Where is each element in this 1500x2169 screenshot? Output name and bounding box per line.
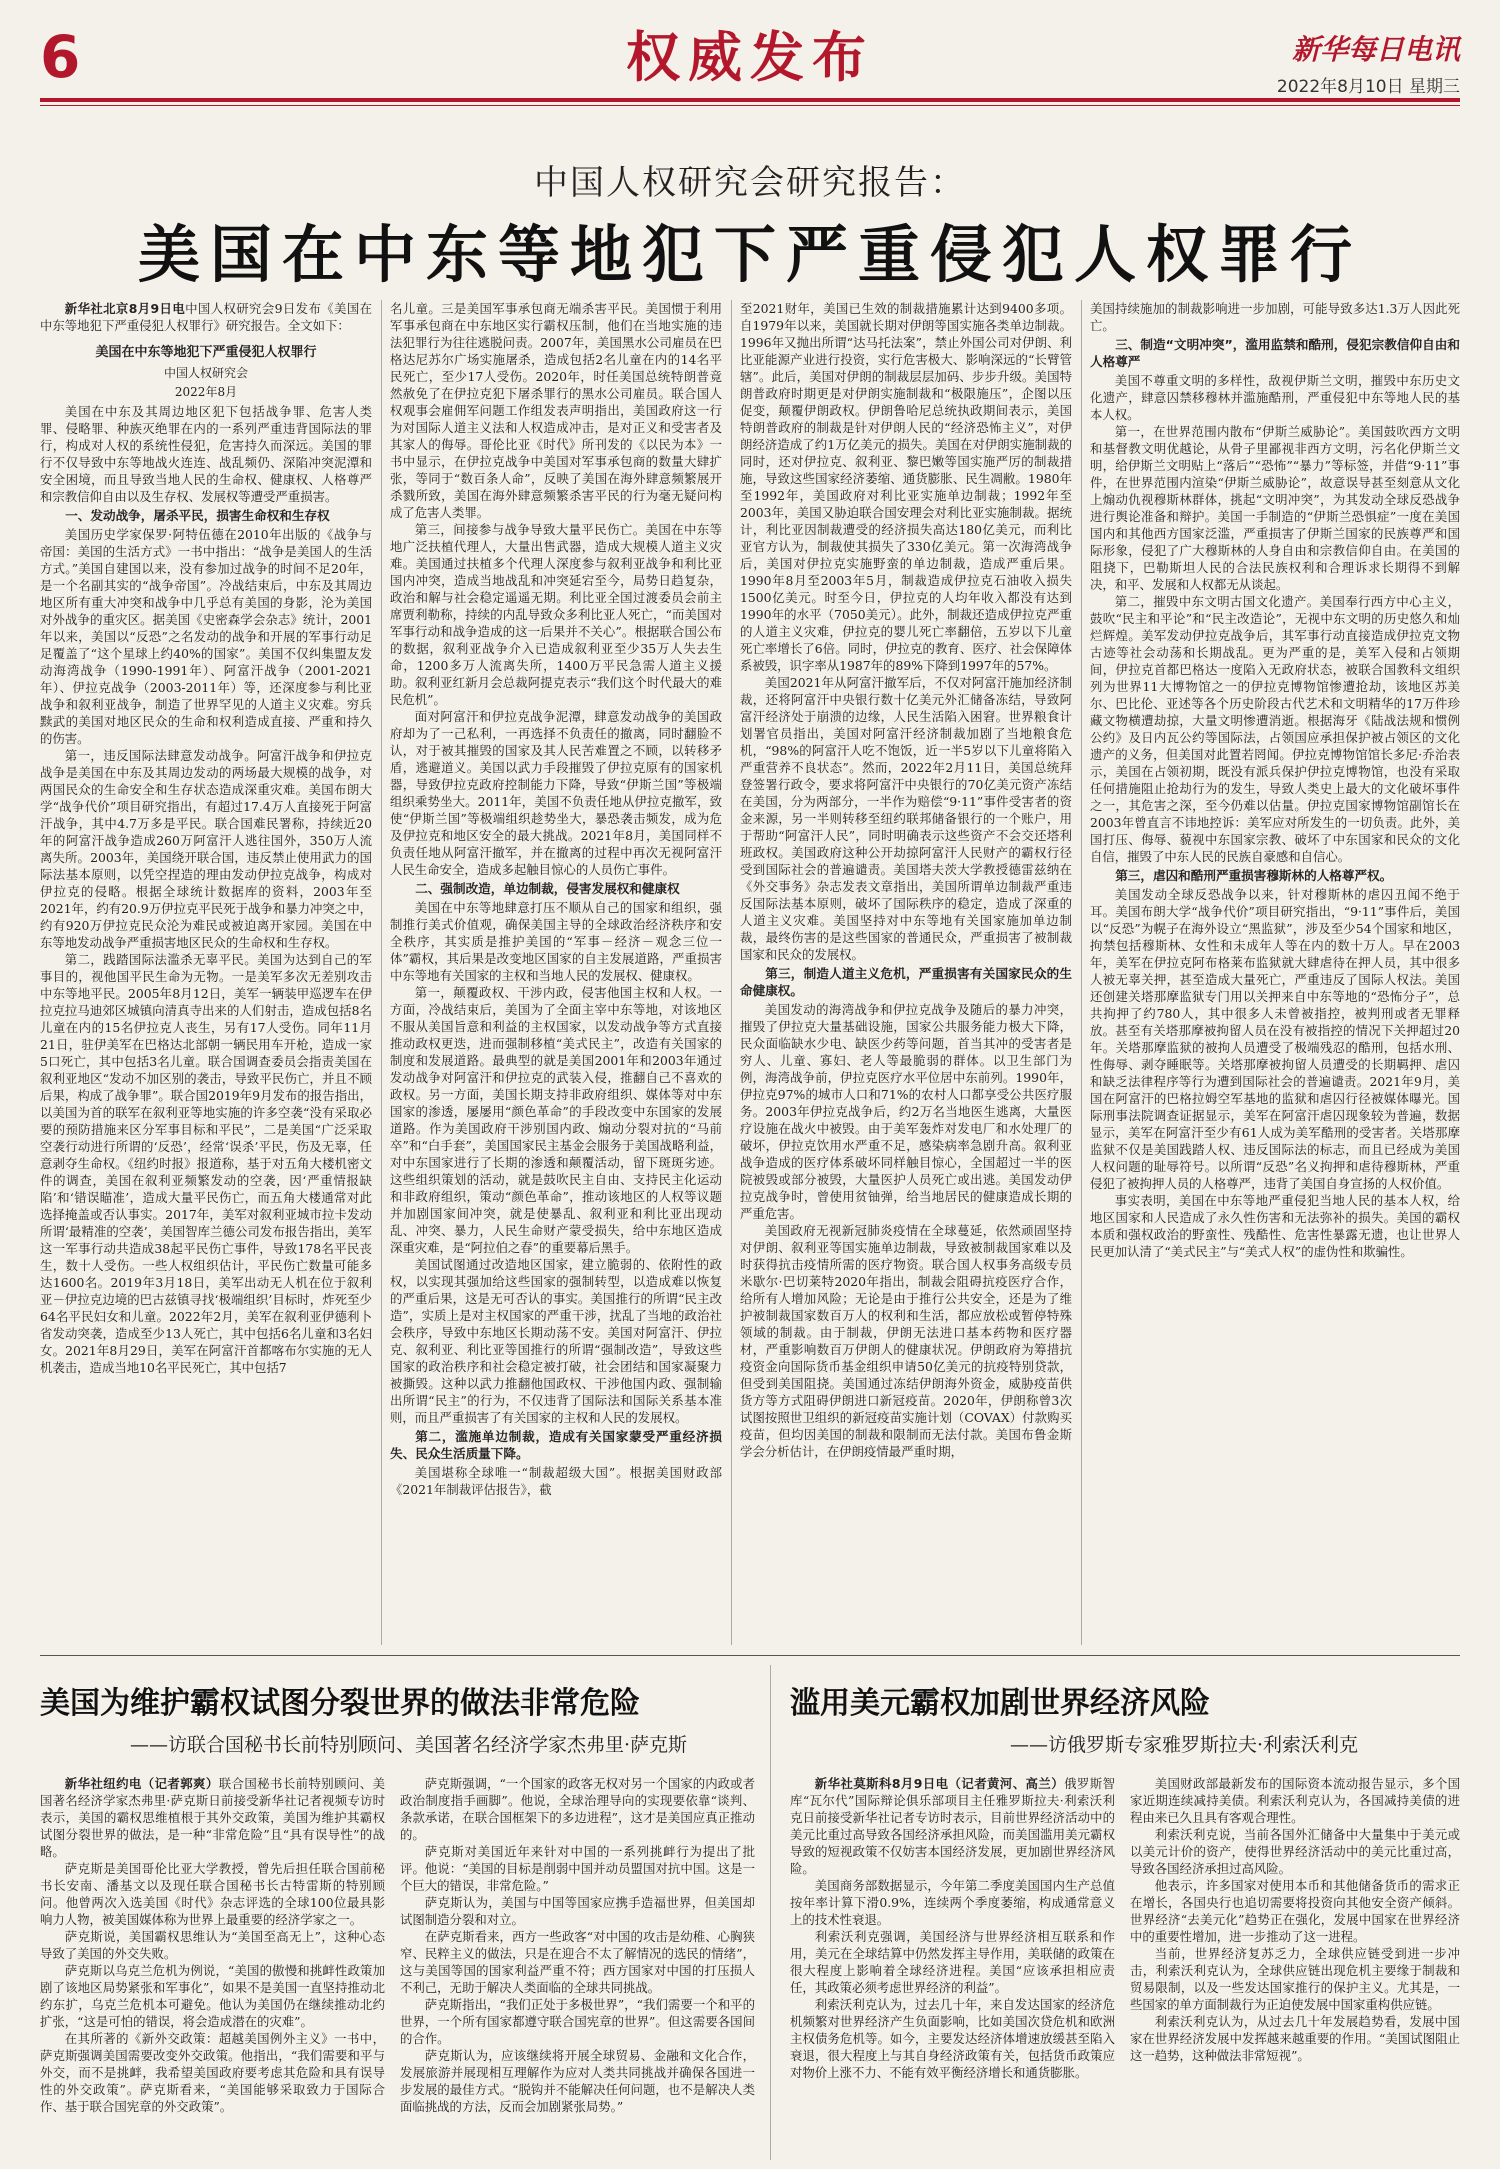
paragraph: 萨克斯以乌克兰危机为例说，“美国的傲慢和挑衅性政策加剧了该地区局势紧张和军事化”，如果不是美国一直坚持推动北约东扩，乌克兰危机本可避免。他认为美国仍在继续推动北约扩张，“这是可怕的错误，将会造成潜在的灾难”。 [40, 1963, 385, 2029]
brand [1277, 28, 1460, 97]
lead-paragraph: 中国人权研究会9日发布《美国在中东等地犯下严重侵犯人权罪行》研究报告。全文如下： [40, 301, 372, 333]
masthead [40, 22, 1460, 97]
paragraph: 美国堪称全球唯一“制裁超级大国”。根据美国财政部《2021年制裁评估报告》，截 [390, 1465, 722, 1497]
paragraph: 美国不尊重文明的多样性，敌视伊斯兰文明，摧毁中东历史文化遗产，肆意囚禁移穆林并滥施酷刑，严重侵犯中东等地人民的基本人权。 [1090, 373, 1460, 422]
paragraph: 第一，违反国际法肆意发动战争。阿富汗战争和伊拉克战争是美国在中东及其周边发动的两场最大规模的战争，对两国民众的生命安全和生存状态造成深重灾难。美国布朗大学“战争代价”项目研究指出，有超过17.4万人直接死于阿富汗战争，其中4.7万多是平民。联合国难民署称，持续近20年的阿富汗战争造成260万阿富汗人逃往国外，350万人流离失所。2003年，美国绕开联合国，违反禁止使用武力的国际法基本原则，以凭空捏造的理由发动伊拉克战争，构成对伊拉克的侵略。根据全球统计数据库的资料，2003年至2021年，约有20.9万伊拉克平民死于战争和暴力冲突之中，约有920万伊拉克民众沦为难民或被迫离开家园。美国在中东等地发动战争严重损害地区民众的生命权和生存权。 [40, 748, 372, 950]
paragraph: 事实表明，美国在中东等地严重侵犯当地人民的基本人权，给地区国家和人民造成了永久性伤害和无法弥补的损失。美国的霸权本质和强权政治的野蛮性、残酷性、危害性暴露无遗，也让世界人民更加认清了“美式民主”与“美式人权”的虚伪性和欺骗性。 [1090, 1193, 1460, 1259]
dateline: 新华社北京8月9日电 [64, 301, 186, 316]
section-heading: 一、发动战争，屠杀平民，损害生命权和生存权 [65, 508, 330, 523]
paragraph: 第二，摧毁中东文明古国文化遗产。美国奉行西方中心主义，鼓吹“民主和平论”和“民主改造论”，无视中东文明的历史悠久和灿烂辉煌。美军发动伊拉克战争后，其军事行动直接造成伊拉克文物古迹等社会动荡和长期战乱。更为严重的是，美军入侵和占领期间，伊拉克首都巴格达一度陷入无政府状态，被联合国教科文组织列为世界11大博物馆之一的伊拉克博物馆惨遭抢劫，该地区苏美尔、巴比伦、亚述等各个历史阶段古代艺术和文明精华的17万件珍藏文物横遭劫掠，大量文明惨遭消逝。根据海牙《陆战法规和惯例公约》及日内瓦公约等国际法，占领国应承担保护被占领区的文化遗产的义务，但美国对此置若罔闻。伊拉克博物馆馆长多尼·乔治表示，美国在占领初期，既没有派兵保护伊拉克博物馆，也没有采取任何措施阻止抢劫行为的发生，导致人类史上最大的文化破坏事件之一，其危害之深，至今仍难以估量。伊拉克国家博物馆副馆长在2003年曾直言不讳地控诉：美军应对所发生的一切负责。此外，美国打压、侮辱、藐视中东国家宗教、破坏了中东国家和民众的文化自信，摧毁了中东人民的民族自豪感和自信心。 [1090, 594, 1460, 864]
article-column-1 [40, 300, 372, 1645]
paragraph: 美国在中东及其周边地区犯下包括战争罪、危害人类罪、侵略罪、种族灭绝罪在内的一系列严重违背国际法的罪行，构成对人权的系统性侵犯，危害持久而深远。美国的罪行不仅导致中东等地战火连连、战乱频仍、深陷冲突泥潭和安全困境，而且导致当地人民的生命权、健康权、人格尊严和宗教信仰自由以及生存权、发展权等遭受严重损害。 [40, 404, 372, 504]
paragraph: 第一，在世界范围内散布“伊斯兰威胁论”。美国鼓吹西方文明和基督教文明优越论，从骨子里鄙视非西方文明，污名化伊斯兰文明，给伊斯兰文明贴上“落后”“恐怖”“暴力”等标签，并借“9·11”事件，在世界范围内渲染“伊斯兰威胁论”，故意误导甚至刻意从文化上煽动仇视穆斯林群体，挑起“文明冲突”，为其发动全球反恐战争进行舆论准备和辩护。美国一手制造的“伊斯兰恐惧症”一度在美国国内和其他西方国家泛滥，严重损害了伊斯兰国家的民族尊严和国际形象，侵犯了广大穆斯林的人身自由和宗教信仰自由。在美国的阻挠下，巴勒斯坦人民的合法民族权利和合理诉求长期得不到解决，和平、发展和人权都无从谈起。 [1090, 424, 1460, 592]
issue-date: 2022年8月10日 星期三 [1276, 77, 1460, 97]
section-heading: 三、制造“文明冲突”，滥用监禁和酷刑，侵犯宗教信仰自由和人格尊严 [1090, 337, 1460, 369]
section-title: 权威发布 [626, 25, 874, 89]
paragraph: 萨克斯对美国近年来针对中国的一系列挑衅行为提出了批评。他说：“美国的目标是削弱中国并动员盟国对抗中国。这是一个巨大的错误，非常危险。” [400, 1844, 755, 1893]
dateline: 新华社纽约电（记者郭爽） [64, 1776, 219, 1791]
paragraph: 萨克斯认为，应该继续将开展全球贸易、金融和文化合作，发展旅游并展现相互理解作为应对人类共同挑战并确保各国进一步发展的最佳方式。“脱钩并不能解决任何问题，也不是解决人类面临挑战的方法，反而会加剧紧张局势。” [400, 2048, 755, 2114]
paragraph: 萨克斯说，美国霸权思维认为“美国至高无上”，这种心态导致了美国的外交失败。 [40, 1929, 385, 1961]
interview-2-subtitle: ——访俄罗斯专家雅罗斯拉夫·利索沃利克 [1010, 1734, 1359, 1756]
paragraph: 在萨克斯看来，西方一些政客“对中国的攻击是幼稚、心胸狭窄、民粹主义的做法，只是在迎合不太了解情况的选民的情绪”，这与美国等国的国家利益严重不符；西方国家对中国的打压损人不利己，无助于解决人类面临的全球共同挑战。 [400, 1929, 755, 1995]
paragraph: 萨克斯指出，“我们正处于多极世界”，“我们需要一个和平的世界，一个所有国家都遵守联合国宪章的世界”。但这需要各国间的合作。 [400, 1997, 755, 2046]
interview-2-column-2 [1130, 1775, 1460, 2160]
paragraph: 利索沃利克说，当前各国外汇储备中大量集中于美元或以美元计价的资产，使得世界经济活动中的美元比重过高，导致各国经济承担过高风险。 [1130, 1827, 1460, 1876]
column-divider [381, 300, 382, 1645]
paragraph: 萨克斯认为，美国与中国等国家应携手造福世界，但美国却试图制造分裂和对立。 [400, 1895, 755, 1927]
column-divider [770, 1665, 771, 2160]
subsection-heading: 第二，滥施单边制裁，造成有关国家蒙受严重经济损失、民众生活质量下降。 [390, 1429, 722, 1461]
article-column-3 [740, 300, 1072, 1645]
paragraph: 当前，世界经济复苏乏力，全球供应链受到进一步冲击，利索沃利克认为，全球供应链出现危机主要缘于制裁和贸易限制，以及一些发达国家推行的保护主义。尤其是，一些国家的单方面制裁行为正迫使发展中国家重构供应链。 [1130, 1946, 1460, 2012]
paragraph: 利索沃利克强调，美国经济与世界经济相互联系和作用，美元在全球结算中仍然发挥主导作用，美联储的政策在很大程度上影响着全球经济进程。美国“应该承担相应责任，其政策必须考虑世界经济的利益”。 [790, 1929, 1115, 1995]
paragraph: 美国在中东等地肆意打压不顺从自己的国家和组织，强制推行美式价值观，确保美国主导的全球政治经济秩序和安全秩序，其实质是推护美国的“军事－经济－观念三位一体”霸权，其后果是改变地区国家的自主发展道路，严重损害中东等地有关国家的主权和当地人民的发展权、健康权。 [390, 900, 722, 983]
report-author: 中国人权研究会 [163, 366, 248, 380]
paragraph: 萨克斯是美国哥伦比亚大学教授，曾先后担任联合国前秘书长安南、潘基文以及现任联合国秘书长古特雷斯的特别顾问。他曾两次入选美国《时代》杂志评选的全球100位最具影响力人物，被美国媒体称为世界上最重要的经济学家之一。 [40, 1861, 385, 1927]
dateline: 新华社莫斯科8月9日电（记者黄河、高兰） [814, 1776, 1065, 1791]
section-separator [40, 1655, 1460, 1656]
paragraph: 美国商务部数据显示，今年第二季度美国国内生产总值按年率计算下滑0.9%，连续两个季度萎缩，构成通常意义上的技术性衰退。 [790, 1878, 1115, 1927]
paragraph: 美国试图通过改造地区国家，建立脆弱的、依附性的政权，以实现其强加给这些国家的强制转型，以造成难以恢复的严重后果，这是无可否认的事实。美国推行的所谓“民主改造”，实质上是对主权国家的严重干涉，扰乱了当地的政治社会秩序，导致中东地区长期动荡不安。美国对阿富汗、伊拉克、叙利亚、利比亚等国推行的所谓“强制改造”，导致这些国家的政治秩序和社会稳定被打破，社会团结和国家凝聚力被撕毁。这种以武力推翻他国政权、干涉他国内政、强制输出所谓“民主”的行为，不仅违背了国际法和国际关系基本准则，而且严重损害了有关国家的主权和人民的发展权。 [390, 1257, 722, 1425]
masthead-rule [40, 98, 1460, 102]
paragraph: 面对阿富汗和伊拉克战争泥潭，肆意发动战争的美国政府却为了一己私利，一再选择不负责任的撤离，同时翻脸不认，对于被其摧毁的国家及其人民苦难置之不顾，以转移矛盾，逃避道义。美国以武力手段摧毁了伊拉克原有的国家机器，导致伊拉克政府控制能力下降，导致“伊斯兰国”等极端组织乘势坐大。2011年，美国不负责任地从伊拉克撤军，致使“伊斯兰国”等极端组织趁势坐大，暴恐袭击频发，成为危及伊拉克和地区安全的最大挑战。2021年8月，美国同样不负责任地从阿富汗撤军，并在撤离的过程中再次无视阿富汗人民生命安全，造成多起触目惊心的人员伤亡事件。 [390, 709, 722, 877]
paragraph: 在其所著的《新外交政策：超越美国例外主义》一书中，萨克斯强调美国需要改变外交政策。他指出，“我们需要和平与外交，而不是挑衅，我希望美国政府要考虑其危险和具有误导性的外交政策”。萨克斯看来，“美国能够采取致力于国际合作、基于联合国宪章的外交政策”。 [40, 2031, 385, 2114]
paragraph: 他表示，许多国家对使用本币和其他储备货币的需求正在增长，各国央行也追切需要将投资向其他安全资产倾斜。世界经济“去美元化”趋势正在强化，发展中国家在世界经济中的重要性增加，进一步推动了这一进程。 [1130, 1878, 1460, 1944]
article-kicker: 中国人权研究会研究报告： [534, 163, 966, 203]
paragraph: 美国持续施加的制裁影响进一步加剧，可能导致多达1.3万人因此死亡。 [1090, 301, 1460, 333]
masthead-rule-thin [40, 105, 1460, 106]
interview-1-subtitle: ——访联合国秘书长前特别顾问、美国著名经济学家杰弗里·萨克斯 [130, 1734, 688, 1756]
interview-1-column-2 [400, 1775, 755, 2160]
paragraph: 第二，践踏国际法滥杀无辜平民。美国为达到自己的军事目的，视他国平民生命为无物。一是美军多次无差别攻击中东等地平民。2005年8月12日，美军一辆装甲巡逻车在伊拉克拉马迪郊区城镇向清真寺出来的人们射击，造成包括8名儿童在内的15名伊拉克人丧生，另有17人受伤。同年11月21日，驻伊美军在巴格达北部朝一辆民用车开枪，造成一家5口死亡，其中包括3名儿童。联合国调查委员会指责美国在叙利亚地区“发动不加区别的袭击，导致平民伤亡，并且不顾后果，构成了战争罪”。联合国2019年9月发布的报告指出，以美国为首的联军在叙利亚等地实施的许多空袭“没有采取必要的预防措施来区分军事目标和平民”，二是美国“广泛采取空袭行动进行所谓的‘反恐’，经常‘误杀’平民，伤及无辜，任意剥夺生命权。《纽约时报》报道称，基于对五角大楼机密文件的调查，美国在叙利亚频繁发动的空袭，因‘严重情报缺陷’和‘错误瞄准’，造成大量平民伤亡，而五角大楼通常对此选择掩盖或否认事实。2017年，美军对叙利亚城市拉卡发动所谓‘最精准的空袭’，美国智库兰德公司发布报告指出，美军这一军事行动共造成38起平民伤亡事件，导致178名平民丧生，数十人受伤。一些人权组织估计，平民伤亡数量可能多达1600名。2019年3月18日，美军出动无人机在位于叙利亚－伊拉克边境的巴古兹镇寻找‘极端组织’目标时，炸死至少64名平民妇女和儿童。2022年2月，美军在叙利亚伊德利卜省发动突袭，造成至少13人死亡，其中包括6名儿童和3名妇女。2021年8月29日，美军在阿富汗首都喀布尔实施的无人机袭击，造成当地10名平民死亡，其中包括7 [40, 952, 372, 1375]
paragraph: 美国财政部最新发布的国际资本流动报告显示，多个国家近期连续减持美债。利索沃利克认为，各国减持美债的进程由来已久且具有客观合理性。 [1130, 1776, 1460, 1825]
paragraph: 利索沃利克认为，从过去几十年发展趋势看，发展中国家在世界经济发展中发挥越来越重要的作用。“美国试图阻止这一趋势，这种做法非常短视”。 [1130, 2014, 1460, 2063]
report-date: 2022年8月 [174, 385, 238, 399]
report-title: 美国在中东等地犯下严重侵犯人权罪行 [95, 345, 317, 360]
page-number: 6 [40, 23, 81, 91]
paragraph: 俄罗斯智库“瓦尔代”国际辩论俱乐部项目主任雅罗斯拉夫·利索沃利克日前接受新华社记者专访时表示，目前世界经济活动中的美元比重过高导致各国经济承担风险，而美国滥用美元霸权导致的短视政策不仅妨害本国经济发展，更加剧世界经济风险。 [790, 1776, 1115, 1876]
paragraph: 美国2021年从阿富汗撤军后，不仅对阿富汗施加经济制裁，还将阿富汗中央银行数十亿美元外汇储备冻结，导致阿富汗经济处于崩溃的边缘，人民生活陷入困窘。世界粮食计划署官员指出，美国对阿富汗经济制裁加剧了当地粮食危机，“98%的阿富汗人吃不饱饭，近一半5岁以下儿童将陷入严重营养不良状态”。然而，2022年2月11日，美国总统拜登签署行政令，要求将阿富汗中央银行的70亿美元资产冻结在美国，分为两部分，一半作为赔偿“9·11”事件受害者的资金来源，另一半则转移至纽约联邦储备银行的一个账户，用于帮助“阿富汗人民”，同时明确表示这些资产不会交还塔利班政权。美国政府这种公开劫掠阿富汗人民财产的霸权行径受到国际社会的普遍谴责。美国塔夫茨大学教授德雷兹纳在《外交事务》杂志发表文章指出，美国所谓单边制裁严重违反国际法基本原则，破坏了国际秩序的稳定，造成了深重的人道主义灾难。美国坚持对中东等地有关国家施加单边制裁，最终伤害的是这些国家的普通民众，严重损害了被制裁国家和民众的发展权。 [740, 675, 1072, 962]
interview-1-title: 美国为维护霸权试图分裂世界的做法非常危险 [40, 1686, 640, 1721]
paragraph: 第三，间接参与战争导致大量平民伤亡。美国在中东等地广泛扶植代理人，大量出售武器，造成大规模人道主义灾难。美国通过扶植多个代理人深度参与叙利亚战争和利比亚国内冲突，造成当地战乱和冲突延宕至今，局势日趋复杂，政治和解与社会稳定遥遥无期。利比亚全国过渡委员会前主席贾利勒称，持续的内乱导致众多利比亚人死亡，“而美国对军事行动和战争造成的这一后果并不关心”。根据联合国公布的数据，叙利亚战争介入已造成叙利亚至少35万人失去生命，1200多万人流离失所，1400万平民急需人道主义援助。叙利亚红新月会总裁阿提克表示“我们这个时代最大的难民危机”。 [390, 522, 722, 707]
paragraph: 美国发动全球反恐战争以来，针对穆斯林的虐囚丑闻不绝于耳。美国布朗大学“战争代价”项目研究指出，“9·11”事件后，美国以“反恐”为幌子在海外设立“黑监狱”，涉及至少54个国家和地区，拘禁包括穆斯林、女性和未成年人等在内的数十万人。早在2003年，美军在伊拉克阿布格莱布监狱就大肆虐待在押人员，其中很多人被无辜关押，甚至造成大量死亡，严重违反了国际人权法。美国还创建关塔那摩监狱专门用以关押来自中东等地的“恐怖分子”，总共拘押了约780人，其中很多人未曾被指控，被判刑或者无罪释放。甚至有关塔那摩被拘留人员在没有被指控的情况下关押超过20年。关塔那摩监狱的被拘人员遭受了极端残忍的酷刑，包括水刑、性侮辱、剥夺睡眠等。关塔那摩被拘留人员遭受的长期羁押、虐囚和缺乏法律程序等行为遭到国际社会的普遍谴责。2021年9月，美国在阿富汗的巴格拉姆空军基地的监狱和虐囚行径被媒体曝光。国际刑事法院调查证据显示，美军在阿富汗虐囚现象较为普遍，数据显示，美军在阿富汗至少有61人成为美军酷刑的受害者。关塔那摩监狱不仅是美国践踏人权、违反国际法的标志，而且已经成为美国人权问题的耻辱符号。以所谓“反恐”名义拘押和虐待穆斯林，严重侵犯了被拘押人员的人格尊严，违背了美国自身宣扬的人权价值。 [1090, 887, 1460, 1191]
paragraph: 美国历史学家保罗·阿特伍德在2010年出版的《战争与帝国：美国的生活方式》一书中指出：“战争是美国人的生活方式。”美国自建国以来，没有参加过战争的时间不足20年，是一个名副其实的“战争帝国”。冷战结束后，中东及其周边地区所有重大冲突和战争中几乎总有美国的身影，沦为美国对外战争的重灾区。据美国《史密森学会杂志》统计，2001年以来，美国以“反恐”之名发动的战争和开展的军事行动足足覆盖了“这个星球上约40%的国家”。美国不仅纠集盟友发动海湾战争（1990-1991年）、阿富汗战争（2001-2021年）、伊拉克战争（2003-2011年）等，还深度参与利比亚战争和叙利亚战争，制造了世界罕见的人道主义灾难。穷兵黩武的美国对地区民众的生命和权利造成直接、严重和持久的伤害。 [40, 527, 372, 746]
paragraph: 联合国秘书长前特别顾问、美国著名经济学家杰弗里·萨克斯日前接受新华社记者视频专访时表示，美国的霸权思维植根于其外交政策，美国为维护其霸权试图分裂世界的做法，是一种“非常危险”且“具有误导性”的战略。 [40, 1776, 385, 1859]
paragraph: 美国政府无视新冠肺炎疫情在全球蔓延，依然顽固坚持对伊朗、叙利亚等国实施单边制裁，导致被制裁国家难以及时获得抗击疫情所需的医疗物资。联合国人权事务高级专员米歇尔·巴切莱特2020年指出，制裁会阻碍抗疫医疗合作，给所有人增加风险；无论是由于推行公共安全，还是为了维护被制裁国家数百万人的权利和生活，都应放松或暂停特殊领域的制裁。由于制裁，伊朗无法进口基本药物和医疗器材，严重影响数百万伊朗人的健康状况。伊朗政府为筹措抗疫资金向国际货币基金组织申请50亿美元的抗疫特别贷款，但受到美国阻挠。美国通过冻结伊朗海外资金，威胁疫苗供货方等方式阻碍伊朗进口新冠疫苗。2020年，伊朗称曾3次试图按照世卫组织的新冠疫苗实施计划（COVAX）付款购买疫苗，但均因美国的制裁和限制而无法付款。美国布鲁金斯学会分析估计，在伊朗疫情最严重时期， [740, 1223, 1072, 1459]
subsection-heading: 第三，制造人道主义危机，严重损害有关国家民众的生命健康权。 [740, 966, 1072, 998]
paragraph: 名儿童。三是美国军事承包商无端杀害平民。美国惯于利用军事承包商在中东地区实行霸权压制，他们在当地实施的违法犯罪行为往往逃脱问责。2007年，美国黑水公司雇员在巴格达尼苏尔广场实施屠杀，造成包括2名儿童在内的14名平民死亡，至少17人受伤。2020年，时任美国总统特朗普竟然赦免了在伊拉克犯下屠杀罪行的黑水公司雇员。联合国人权观事会雇佣军问题工作组发表声明指出，美国政府这一行为对国际人道主义法和人权造成冲击，是对正义和受害者及其家人的侮辱。哥伦比亚《时代》所刊发的《以民为本》一书中显示，在伊拉克战争中美国对军事承包商的数量大肆扩张，等同于“数百条人命”，反映了美国在海外肆意频繁展开杀戮所致，美国在海外肆意频繁杀害平民的行为毫无疑问构成了危害人类罪。 [390, 301, 722, 520]
brand-logo: 新华每日电讯 [1291, 33, 1460, 66]
column-divider [731, 300, 732, 1645]
interview-2-column-1 [790, 1775, 1115, 2160]
subsection-heading: 第三，虐囚和酷刑严重损害穆斯林的人格尊严权。 [1115, 868, 1393, 883]
interview-1-column-1 [40, 1775, 385, 2160]
column-divider [1081, 300, 1082, 1645]
paragraph: 美国发动的海湾战争和伊拉克战争及随后的暴力冲突，摧毁了伊拉克大量基础设施，国家公共服务能力极大下降，民众面临缺水少电、缺医少药等问题，首当其冲的受害者是穷人、儿童、寡妇、老人等最脆弱的群体。以卫生部门为例，海湾战争前，伊拉克医疗水平位居中东前列。1990年，伊拉克97%的城市人口和71%的农村人口都享受公共医疗服务。2003年伊拉克战争后，约2万名当地医生逃离，大量医疗设施在战火中被毁。由于美军轰炸对发电厂和水处理厂的破坏，伊拉克饮用水严重不足，感染病率急剧升高。叙利亚战争造成的医疗体系破坏同样触目惊心，全国超过一半的医院被毁或部分被毁，大量医护人员死亡或出逃。美国发动伊拉克战争时，曾使用贫铀弹，给当地居民的健康造成长期的严重危害。 [740, 1002, 1072, 1221]
paragraph: 至2021财年，美国已生效的制裁措施累计达到9400多项。自1979年以来，美国就长期对伊朗等国实施各类单边制裁。1996年又抛出所谓“达马托法案”，禁止外国公司对伊朗、利比亚能源产业进行投资，实行危害极大、影响深远的“长臂管辖”。此后，美国对伊朗的制裁层层加码、步步升级。美国特朗普政府时期更是对伊朗实施制裁和“极限施压”，企图以压促变，颠覆伊朗政权。伊朗鲁哈尼总统执政期间表示，美国特朗普政府的制裁是针对伊朗人民的“经济恐怖主义”，对伊朗经济造成了约1万亿美元的损失。美国在对伊朗实施制裁的同时，还对伊拉克、叙利亚、黎巴嫩等国实施严厉的制裁措施，导致这些国家经济萎缩、通货膨胀、民生凋敝。1980年至1992年，美国政府对利比亚实施单边制裁；1992年至2003年，美国又胁迫联合国安理会对利比亚实施制裁。据统计，利比亚因制裁遭受的经济损失高达180亿美元，而利比亚官方认为，制裁使其损失了330亿美元。第一次海湾战争后，美国对伊拉克实施野蛮的单边制裁，造成严重后果。1990年8月至2003年5月，制裁造成伊拉克石油收入损失1500亿美元。时至今日，伊拉克的人均年收入都没有达到1990年的水平（7050美元）。此外，制裁还造成伊拉克严重的人道主义灾难，伊拉克的婴儿死亡率翻倍，五岁以下儿童死亡率增长了6倍。同时，伊拉克的教育、医疗、社会保障体系被毁，识字率从1987年的89%下降到1997年的57%。 [740, 301, 1072, 673]
article-headline: 美国在中东等地犯下严重侵犯人权罪行 [137, 218, 1362, 291]
paragraph: 第一，颠覆政权、干涉内政，侵害他国主权和人权。一方面，冷战结束后，美国为了全面主宰中东等地，对该地区不服从美国旨意和利益的主权国家，以发动战争等方式直接推动政权更迭，进而强制移植“美式民主”，改造有关国家的制度和发展道路。最典型的就是美国2001年和2003年通过发动战争对阿富汗和伊拉克的武装入侵，推翻自己不喜欢的政权。另一方面，美国长期支持非政府组织、媒体等对中东国家的渗透，屡屡用“颜色革命”的手段改变中东国家的发展道路。作为美国政府干涉别国内政、煽动分裂对抗的“马前卒”和“白手套”，美国国家民主基金会服务于美国战略利益，对中东国家进行了长期的渗透和颠覆活动，留下斑斑劣迹。这些组织策划的活动，就是鼓吹民主自由、支持民主化运动和非政府组织，策动“颜色革命”，推动该地区的人权等议题并加剧国家间冲突，就是使暴乱、叙利亚和利比亚出现动乱、冲突、暴力，人民生命财产蒙受损失，给中东地区造成深重灾难，是“阿拉伯之春”的重要幕后黑手。 [390, 985, 722, 1255]
article-column-4 [1090, 300, 1460, 1645]
article-column-2 [390, 300, 722, 1645]
paragraph: 利索沃利克认为，过去几十年，来自发达国家的经济危机频繁对世界经济产生负面影响，比如美国次贷危机和欧洲主权债务危机等。如今，主要发达经济体增速放缓甚至陷入衰退，很大程度上与其自身经济政策有关，包括货币政策应对物价上涨不力、不能有效平衡经济增长和通货膨胀。 [790, 1997, 1115, 2080]
paragraph: 萨克斯强调，“一个国家的政客无权对另一个国家的内政或者政治制度指手画脚”。他说，全球治理导向的实现要依靠“谈判、条款承诺，在联合国框架下的多边进程”，这才是美国应真正推动的。 [400, 1776, 755, 1842]
section-heading: 二、强制改造，单边制裁，侵害发展权和健康权 [415, 881, 680, 896]
interview-2-title: 滥用美元霸权加剧世界经济风险 [790, 1686, 1210, 1721]
